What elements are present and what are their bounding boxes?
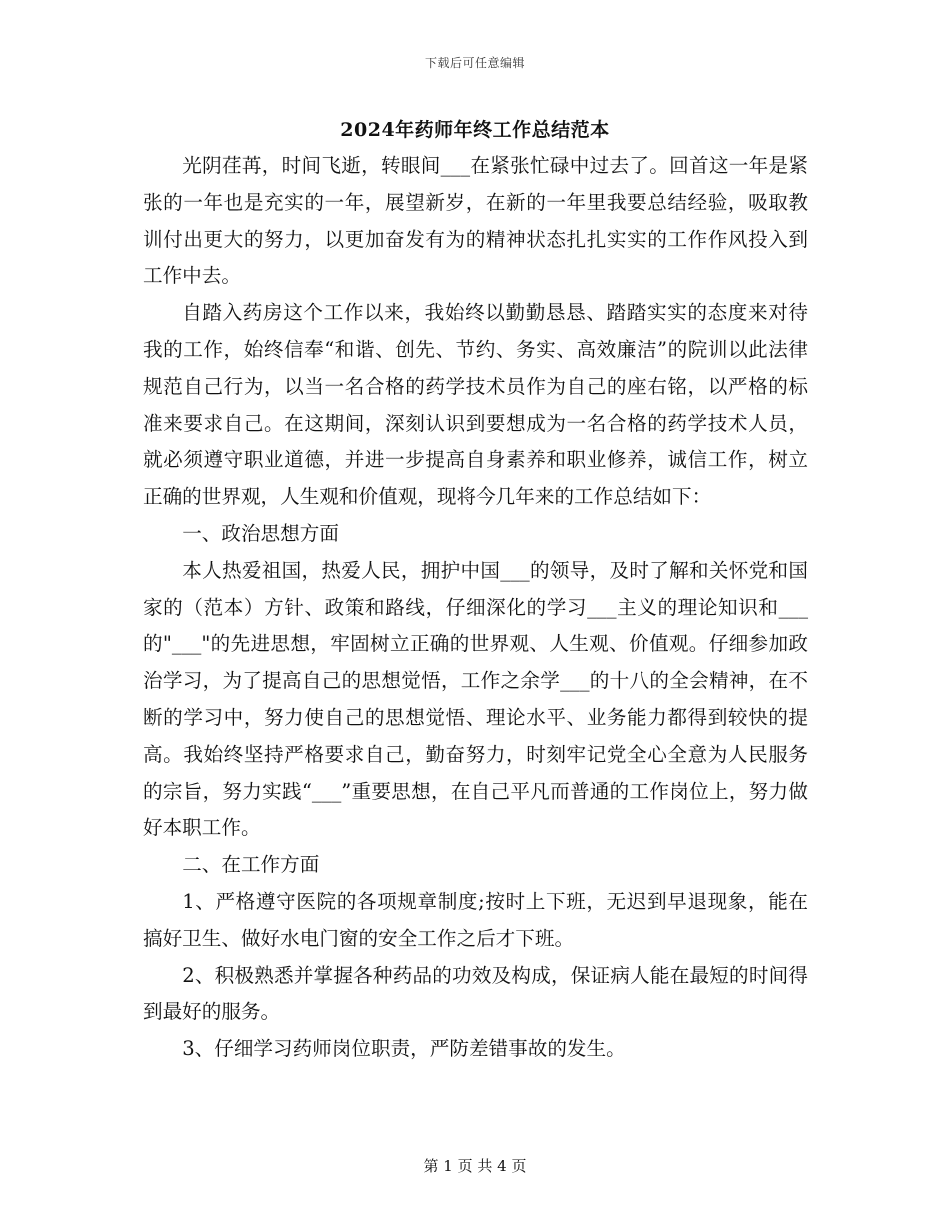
section-heading-political: 一、政治思想方面: [182, 521, 339, 545]
document-title: 2024年药师年终工作总结范本: [340, 119, 610, 141]
section-heading-work: 二、在工作方面: [182, 853, 320, 877]
list-item-work-2: 2、积极熟悉并掌握各种药品的功效及构成，保证病人能在最短的时间得到最好的服务。: [143, 963, 808, 1024]
page-number-footer: 第 1 页 共 4 页: [423, 1157, 527, 1175]
paragraph-self-overview: 自踏入药房这个工作以来，我始终以勤勤恳恳、踏踏实实的态度来对待我的工作，始终信奉“和谐、创先、节约、务实、高效廉洁”的院训以此法律规范自己行为，以当一名合格的药学技术员作为自己的座右铭，以严格的标准来要求自己。在这期间，深刻认识到要想成为一名合格的药学技术人员，就必须遵守职业道德，并进一步提高自身素养和职业修养，诚信工作，树立正确的世界观，人生观和价值观，现将今几年来的工作总结如下：: [143, 301, 808, 509]
paragraph-intro: 光阴荏苒，时间飞逝，转眼间___在紧张忙碌中过去了。回首这一年是紧张的一年也是充实的一年，展望新岁，在新的一年里我要总结经验，吸取教训付出更大的努力，以更加奋发有为的精神状态扎扎实实的工作作风投入到工作中去。: [143, 154, 808, 288]
header-note: 下载后可任意编辑: [424, 56, 525, 70]
paragraph-political: 本人热爱祖国，热爱人民，拥护中国___的领导，及时了解和关怀党和国家的（范本）方针、政策和路线，仔细深化的学习___主义的理论知识和___的"___"的先进思想，牢固树立正确的世界观、人生观、价值观。仔细参加政治学习，为了提高自己的思想觉悟，工作之余学___的十八的全会精神，在不断的学习中，努力使自己的思想觉悟、理论水平、业务能力都得到较快的提高。我始终坚持严格要求自己，勤奋努力，时刻牢记党全心全意为人民服务的宗旨，努力实践“___”重要思想，在自己平凡而普通的工作岗位上，努力做好本职工作。: [143, 558, 808, 840]
document-body: [143, 148, 808, 1068]
list-item-work-3: 3、仔细学习药师岗位职责，严防差错事故的发生。: [182, 1037, 626, 1061]
list-item-work-1: 1、严格遵守医院的各项规章制度;按时上下班，无迟到早退现象，能在搞好卫生、做好水电门窗的安全工作之后才下班。: [143, 889, 808, 950]
